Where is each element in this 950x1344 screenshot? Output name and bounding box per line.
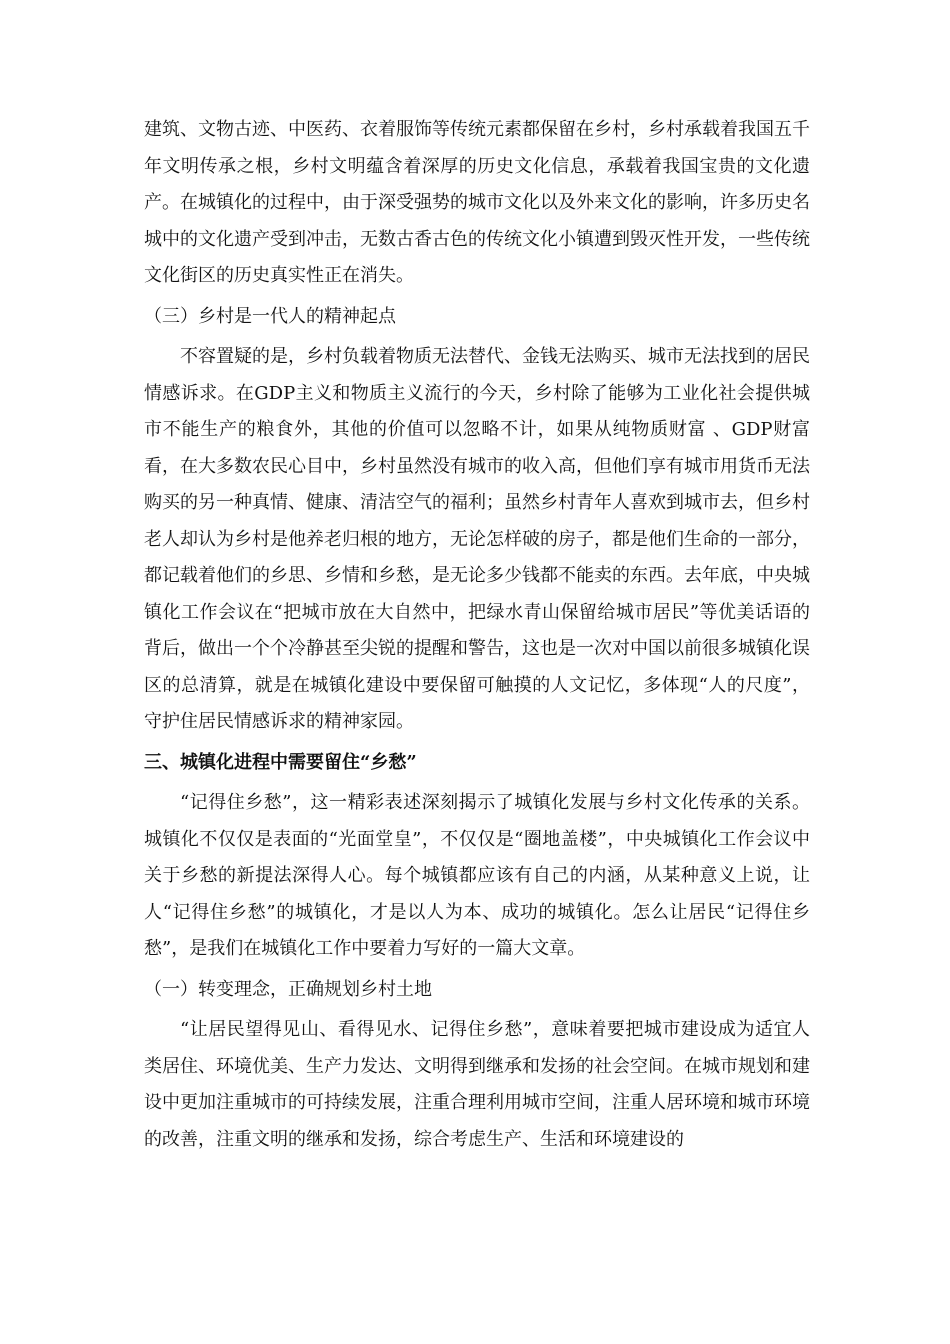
paragraph-cultural-heritage: 建筑、文物古迹、中医药、衣着服饰等传统元素都保留在乡村，乡村承载着我国五千年文明传承之根，乡村文明蕴含着深厚的历史文化信息，承载着我国宝贵的文化遗产。在城镇化的过程中，由于深受强势的城市文化以及外来文化的影响，许多历史名城中的文化遗产受到冲击，无数古香古色的传统文化小镇遭到毁灭性开发，一些传统文化街区的历史真实性正在消失。 bbox=[144, 119, 810, 286]
section-heading-homesickness: 三、城镇化进程中需要留住“乡愁” bbox=[144, 751, 417, 773]
paragraph-remember-homesickness: “记得住乡愁”，这一精彩表述深刻揭示了城镇化发展与乡村文化传承的关系。城镇化不仅仅是表面的“光面堂皇”，不仅仅是“圈地盖楼”，中央城镇化工作会议中关于乡愁的新提法深得人心。每个城镇都应该有自己的内涵，从某种意义上说，让人“记得住乡愁”的城镇化，才是以人为本、成功的城镇化。怎么让居民“记得住乡愁”，是我们在城镇化工作中要着力写好的一篇大文章。 bbox=[144, 792, 810, 959]
subheading-land-planning: （一）转变理念，正确规划乡村土地 bbox=[144, 978, 432, 1000]
paragraph-emotional-appeal: 不容置疑的是，乡村负载着物质无法替代、金钱无法购买、城市无法找到的居民情感诉求。在GDP主义和物质主义流行的今天，乡村除了能够为工业化社会提供城市不能生产的粮食外，其他的价值可以忽略不计，如果从纯物质财富 、GDP财富看，在大多数农民心目中，乡村虽然没有城市的收入高，但他们享有城市用货币无法购买的另一种真情、健康、清洁空气的福利；虽然乡村青年人喜欢到城市去，但乡村老人却认为乡村是他养老归根的地方，无论怎样破的房子，都是他们生命的一部分，都记载着他们的乡思、乡情和乡愁，是无论多少钱都不能卖的东西。去年底，中央城镇化工作会议在“把城市放在大自然中，把绿水青山保留给城市居民”等优美话语的背后，做出一个个冷静甚至尖锐的提醒和警告，这也是一次对中国以前很多城镇化误区的总清算，就是在城镇化建设中要保留可触摸的人文记忆，多体现“人的尺度”，守护住居民情感诉求的精神家园。 bbox=[144, 346, 810, 732]
paragraph-urban-planning: “让居民望得见山、看得见水、记得住乡愁”，意味着要把城市建设成为适宜人类居住、环境优美、生产力发达、文明得到继承和发扬的社会空间。在城市规划和建设中更加注重城市的可持续发展，注重合理利用城市空间，注重人居环境和城市环境的改善，注重文明的继承和发扬，综合考虑生产、生活和环境建设的 bbox=[144, 1019, 810, 1150]
document-body bbox=[144, 112, 810, 1162]
subheading-spiritual-origin: （三）乡村是一代人的精神起点 bbox=[144, 305, 396, 327]
